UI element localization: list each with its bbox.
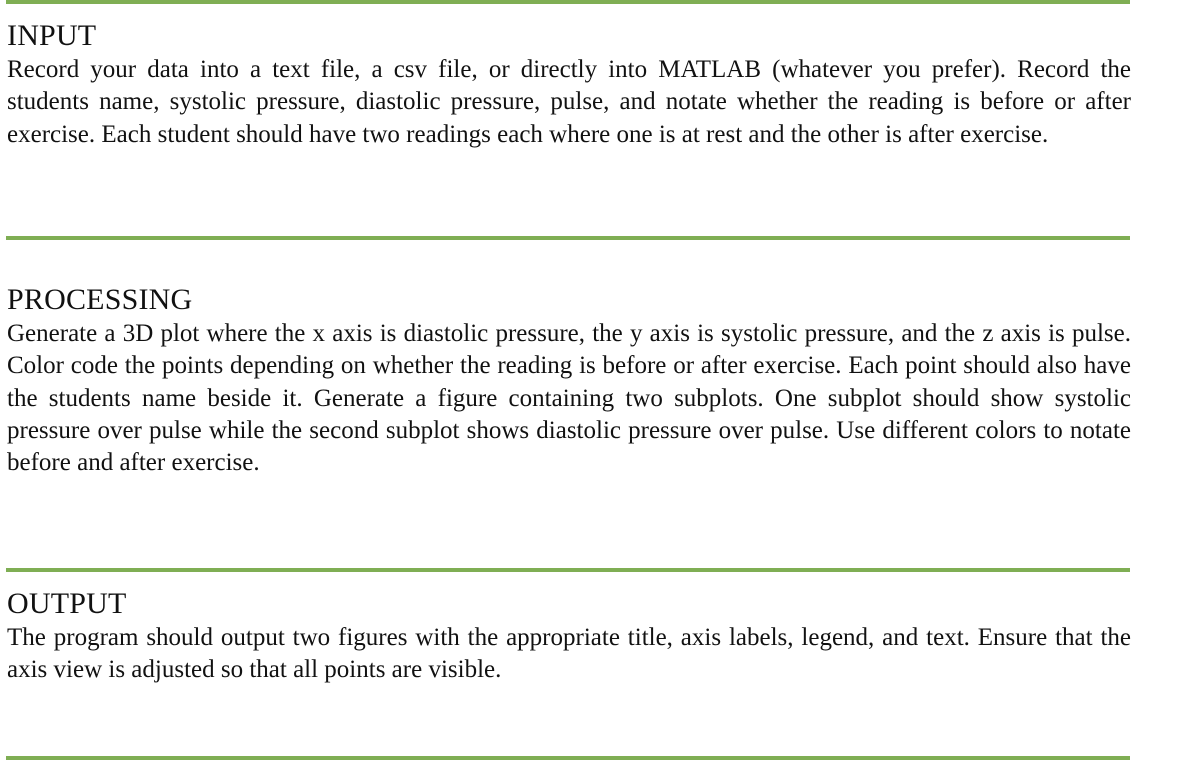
processing-heading: PROCESSING xyxy=(7,283,193,316)
processing-body: Generate a 3D plot where the x axis is diastolic pressure, the y axis is systolic pressure, and the z axis is pulse. Color code the points depending on whether the reading is before or after exercise. Each point should also have the students name beside it. Generate a figure containing two subplots. One subplot should show systolic pressure over pulse while the second subplot shows diastolic pressure over pulse. Use different colors to notate before and after exercise. xyxy=(7,320,1131,477)
input-heading: INPUT xyxy=(7,19,97,52)
output-section xyxy=(7,586,1131,687)
section-divider-bottom xyxy=(6,756,1130,760)
processing-section xyxy=(7,282,1131,479)
input-body: Record your data into a text file, a csv file, or directly into MATLAB (whatever you prefer). Record the students name, systolic pressure, diastolic pressure, pulse, and notate whether the reading is before or after exercise. Each student should have two readings each where one is at rest and the other is after exercise. xyxy=(7,56,1131,148)
output-body: The program should output two figures with the appropriate title, axis labels, legend, and text. Ensure that the axis view is adjusted so that all points are visible. xyxy=(7,624,1131,684)
input-section xyxy=(7,18,1131,151)
section-divider xyxy=(6,236,1130,240)
output-heading: OUTPUT xyxy=(7,587,127,620)
section-divider xyxy=(6,568,1130,572)
section-divider-top xyxy=(6,0,1130,4)
